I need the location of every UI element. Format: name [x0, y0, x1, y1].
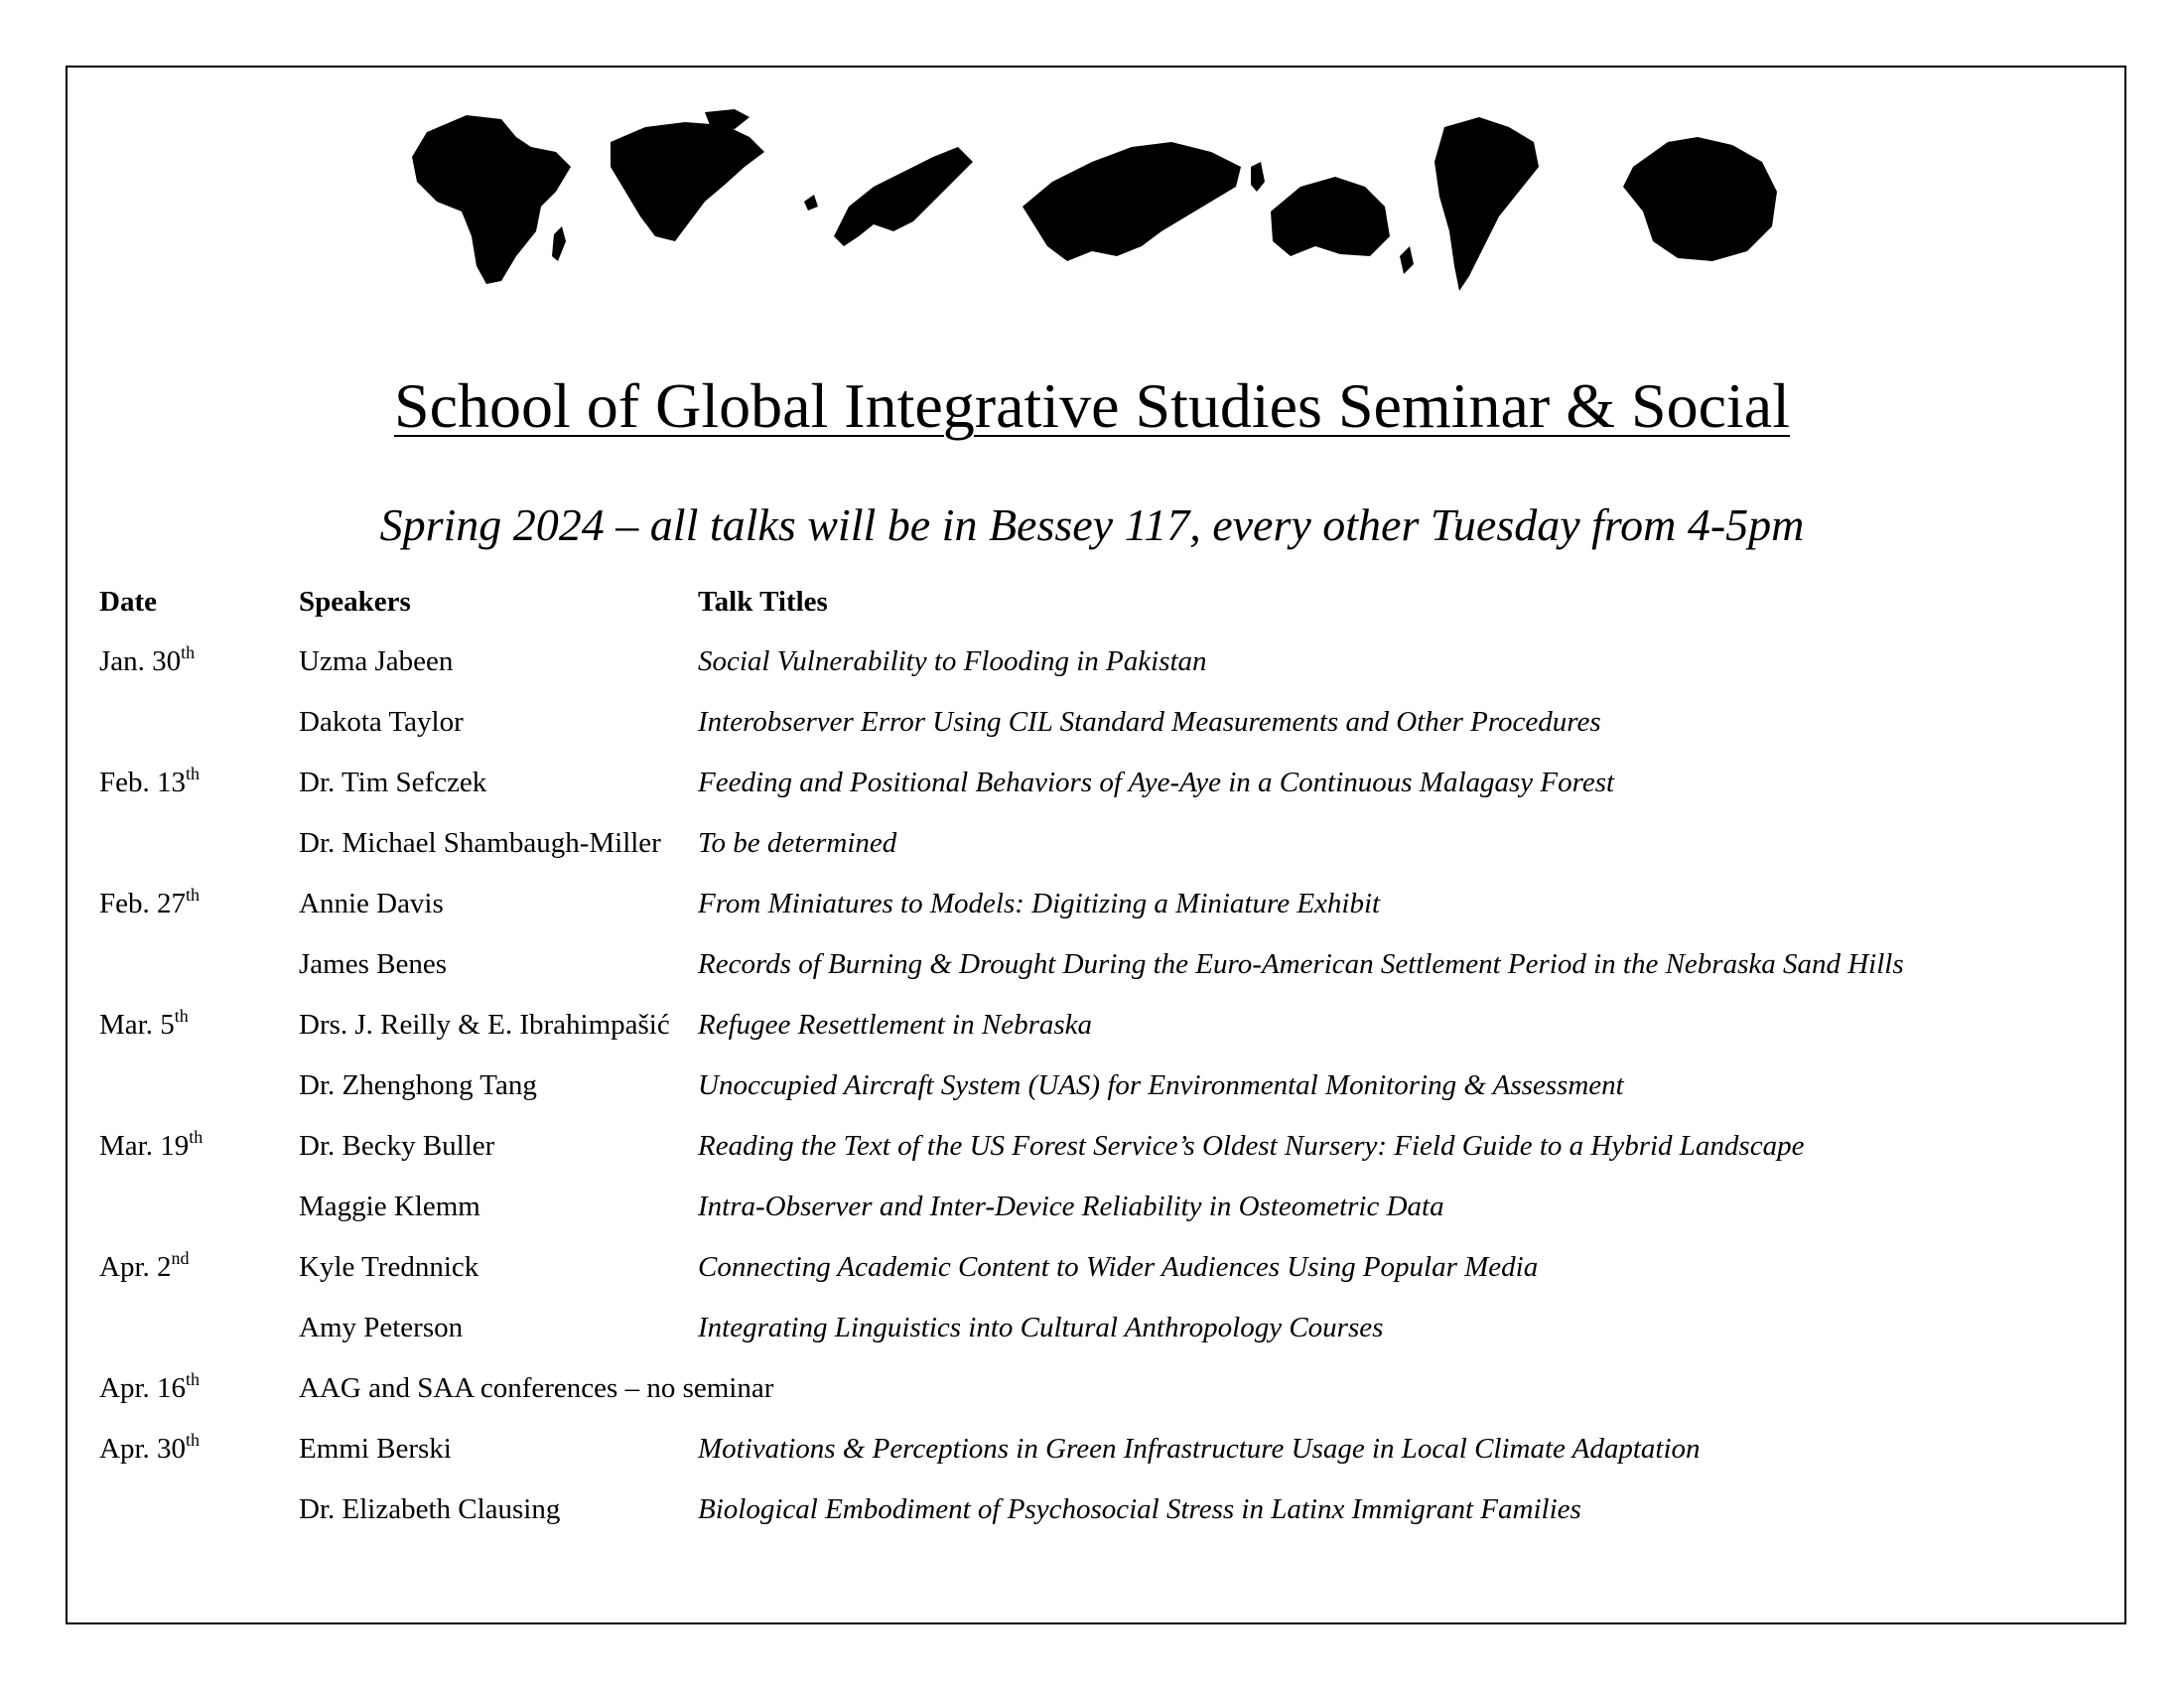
- schedule-row: [99, 642, 2105, 706]
- talk-title-cell: Connecting Academic Content to Wider Audiences Using Popular Media: [698, 1251, 1539, 1283]
- speaker-cell: Dakota Taylor: [299, 706, 464, 738]
- schedule-row: [99, 1006, 2105, 1069]
- australia-silhouette: [1271, 177, 1390, 256]
- uk-silhouette: [804, 195, 818, 211]
- date-cell: Mar. 19th: [99, 1127, 204, 1162]
- date-cell: Feb. 13th: [99, 764, 201, 798]
- schedule-table: [99, 586, 2105, 1554]
- speaker-cell: Annie Davis: [299, 888, 444, 919]
- speaker-cell: Kyle Trednnick: [299, 1251, 479, 1283]
- schedule-row: [99, 706, 2105, 767]
- date-column-header: Date: [99, 586, 157, 618]
- talk-title-cell: Unoccupied Aircraft System (UAS) for Environmental Monitoring & Assessment: [698, 1069, 1624, 1101]
- page-title: School of Global Integrative Studies Seminar & Social: [394, 370, 1790, 441]
- speaker-cell: Dr. Tim Sefczek: [299, 767, 487, 798]
- schedule-row: [99, 1069, 2105, 1130]
- talk-title-cell: Refugee Resettlement in Nebraska: [698, 1009, 1093, 1041]
- talk-titles-column-header: Talk Titles: [698, 586, 828, 618]
- speakers-column-header: Speakers: [299, 586, 411, 618]
- date-cell: Jan. 30th: [99, 642, 196, 677]
- date-cell: Feb. 27th: [99, 885, 201, 919]
- schedule-row: [99, 948, 2105, 1009]
- talk-title-cell: Motivations & Perceptions in Green Infrastructure Usage in Local Climate Adaptation: [698, 1433, 1701, 1465]
- speaker-cell: Dr. Michael Shambaugh-Miller: [299, 827, 661, 859]
- talk-title-cell: Records of Burning & Drought During the Euro-American Settlement Period in the Nebraska Sand Hills: [698, 948, 1904, 980]
- date-cell: Apr. 2nd: [99, 1248, 190, 1283]
- date-cell: Apr. 16th: [99, 1369, 201, 1404]
- talk-title-cell: Biological Embodiment of Psychosocial Stress in Latinx Immigrant Families: [698, 1493, 1581, 1525]
- south-america-silhouette: [1434, 117, 1539, 291]
- new-zealand-silhouette: [1400, 246, 1414, 274]
- speaker-cell: AAG and SAA conferences – no seminar: [299, 1372, 774, 1404]
- schedule-row: [99, 827, 2105, 888]
- page-subtitle: Spring 2024 – all talks will be in Bessey 117, every other Tuesday from 4-5pm: [379, 499, 1805, 550]
- talk-title-cell: Social Vulnerability to Flooding in Pakistan: [698, 645, 1207, 677]
- date-cell: Mar. 5th: [99, 1006, 189, 1041]
- schedule-row: [99, 1430, 2105, 1493]
- schedule-row: [99, 1191, 2105, 1251]
- talk-title-cell: Integrating Linguistics into Cultural Anthropology Courses: [698, 1312, 1384, 1343]
- speaker-cell: Amy Peterson: [299, 1312, 464, 1343]
- speaker-cell: Dr. Becky Buller: [299, 1130, 495, 1162]
- speaker-cell: Uzma Jabeen: [299, 645, 454, 677]
- schedule-row: [99, 1248, 2105, 1312]
- schedule-row: [99, 1127, 2105, 1191]
- date-cell: Apr. 30th: [99, 1430, 201, 1465]
- talk-title-cell: Feeding and Positional Behaviors of Aye-Aye in a Continuous Malagasy Forest: [698, 767, 1615, 798]
- europe-silhouette: [834, 147, 973, 246]
- talk-title-cell: Reading the Text of the US Forest Service’s Oldest Nursery: Field Guide to a Hybrid Landscape: [698, 1130, 1805, 1162]
- schedule-header-row: [99, 586, 2105, 645]
- schedule-row: [99, 764, 2105, 827]
- talk-title-cell: Interobserver Error Using CIL Standard Measurements and Other Procedures: [698, 706, 1601, 738]
- antarctica-silhouette: [1623, 137, 1777, 261]
- talk-title-cell: Intra-Observer and Inter-Device Reliability in Osteometric Data: [698, 1191, 1444, 1222]
- speaker-cell: James Benes: [299, 948, 447, 980]
- schedule-row: [99, 1369, 2105, 1433]
- talk-title-cell: From Miniatures to Models: Digitizing a Miniature Exhibit: [698, 888, 1381, 919]
- north-america-silhouette: [611, 122, 764, 241]
- speaker-cell: Dr. Elizabeth Clausing: [299, 1493, 561, 1525]
- speaker-cell: Maggie Klemm: [299, 1191, 480, 1222]
- speaker-cell: Dr. Zhenghong Tang: [299, 1069, 537, 1101]
- japan-silhouette: [1251, 162, 1265, 192]
- schedule-row: [99, 885, 2105, 948]
- speaker-cell: Emmi Berski: [299, 1433, 452, 1465]
- asia-silhouette: [1023, 142, 1241, 261]
- schedule-row: [99, 1493, 2105, 1554]
- schedule-row: [99, 1312, 2105, 1372]
- africa-silhouette: [412, 115, 571, 284]
- continent-silhouettes-image: [407, 107, 1797, 296]
- talk-title-cell: To be determined: [698, 827, 897, 859]
- speaker-cell: Drs. J. Reilly & E. Ibrahimpašić: [299, 1009, 670, 1041]
- madagascar-silhouette: [552, 226, 566, 261]
